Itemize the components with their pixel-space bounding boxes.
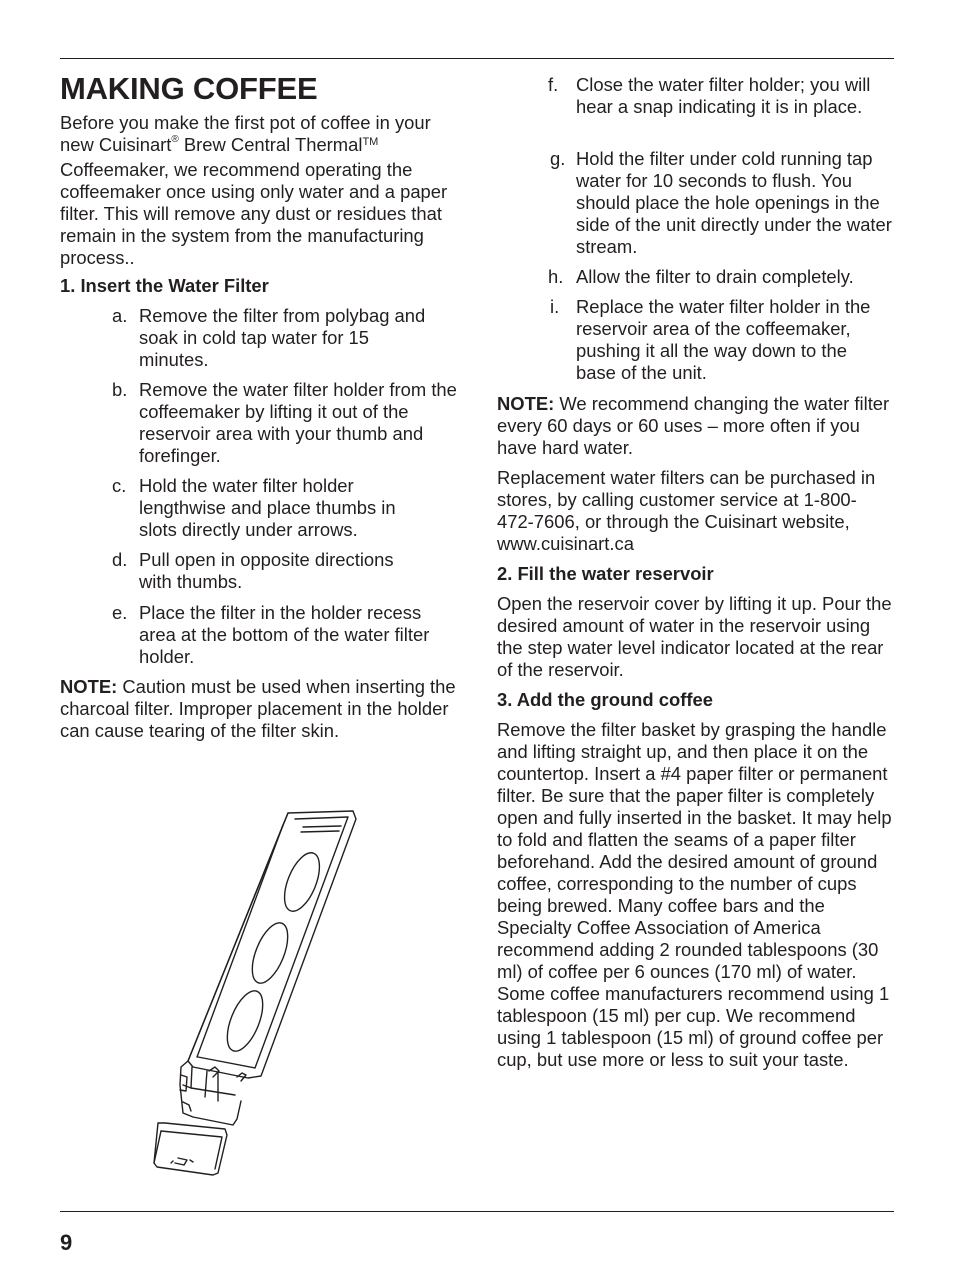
step-label: i.: [550, 296, 560, 317]
note-filter-change: [497, 393, 897, 459]
step-label: c.: [112, 475, 127, 496]
trademark-mark: TM: [362, 136, 379, 148]
step-text: Remove the filter from polybag and soak in cold tap water for 15 minutes.: [139, 305, 426, 370]
note-label: NOTE:: [60, 676, 118, 697]
step-label: h.: [548, 266, 564, 287]
step-a: [112, 305, 457, 371]
section2-paragraph: Open the reservoir cover by lifting it up. Pour the desired amount of water in the reservoir using the step water level indicator located at the rear of the reservoir.: [497, 593, 892, 680]
water-filter-holder-illustration: [145, 805, 370, 1180]
step-label: d.: [112, 549, 128, 570]
step-f: [548, 74, 898, 118]
registered-mark: ®: [171, 133, 179, 145]
step-label: g.: [550, 148, 566, 169]
page-number: 9: [60, 1230, 73, 1255]
step-text: Remove the water filter holder from the coffeemaker by lifting it out of the reservoir area with your thumb and forefinger.: [139, 379, 457, 466]
intro-text-1: Before you make the first pot of coffee in your new Cuisinart: [60, 112, 431, 155]
note-caution: [60, 676, 460, 742]
note-label: NOTE:: [497, 393, 555, 414]
section3-heading: 3. Add the ground coffee: [497, 689, 713, 710]
section2-heading: 2. Fill the water reservoir: [497, 563, 714, 584]
step-c: [112, 475, 457, 541]
note-text: Caution must be used when inserting the charcoal filter. Improper placement in the holder can cause tearing of the filter skin.: [60, 676, 456, 741]
intro-text-2: Brew Central Thermal: [178, 134, 363, 155]
section1-heading: 1. Insert the Water Filter: [60, 275, 269, 296]
step-d: [112, 549, 457, 593]
step-i: [550, 296, 900, 384]
step-label: a.: [112, 305, 128, 326]
top-rule: [60, 58, 894, 59]
bottom-rule: [60, 1211, 894, 1212]
section3-paragraph: Remove the filter basket by grasping the handle and lifting straight up, and then place it on the countertop. Insert a #4 paper filter or permanent filter. Be sure that the paper filter is completely open and fully inserted in the basket. It may help to fold and flatten the seams of a paper filter beforehand. Add the desired amount of ground coffee, corresponding to the number of cups being brewed. Many coffee bars and the Specialty Coffee Association of America recommend adding 2 rounded tablespoons (30 ml) of coffee per 6 ounces (170 ml) of water. Some coffee manufacturers recommend using 1 tablespoon (15 ml) per cup. We recommend using 1 tablespoon (15 ml) of ground coffee per cup, but use more or less to suit your taste.: [497, 719, 892, 1070]
step-label: e.: [112, 602, 128, 623]
step-h: [548, 266, 898, 288]
step-label: b.: [112, 379, 128, 400]
intro-paragraph: [60, 112, 455, 269]
note-text: We recommend changing the water filter every 60 days or 60 uses – more often if you have hard water.: [497, 393, 890, 458]
replacement-filters-paragraph: Replacement water filters can be purchased in stores, by calling customer service at 1-800-472-7606, or through the Cuisinart website, www.cuisinart.ca: [497, 467, 876, 554]
step-text: Pull open in opposite directions with thumbs.: [139, 549, 394, 592]
step-g: [550, 148, 900, 258]
step-text: Close the water filter holder; you will hear a snap indicating it is in place.: [576, 74, 871, 117]
step-e: [112, 602, 460, 668]
intro-text-3: Coffeemaker, we recommend operating the coffeemaker once using only water and a paper filter. This will remove any dust or residues that remain in the system from the manufacturing process..: [60, 159, 448, 268]
step-text: Hold the filter under cold running tap water for 10 seconds to flush. You should place the hole openings in the side of the unit directly under the water stream.: [576, 148, 892, 257]
step-b: [112, 379, 457, 467]
step-text: Replace the water filter holder in the reservoir area of the coffeemaker, pushing it all the way down to the base of the unit.: [576, 296, 871, 383]
page-title: MAKING COFFEE: [60, 71, 318, 106]
step-text: Allow the filter to drain completely.: [576, 266, 854, 287]
step-label: f.: [548, 74, 559, 95]
step-text: Place the filter in the holder recess area at the bottom of the water filter holder.: [139, 602, 430, 667]
step-text: Hold the water filter holder lengthwise and place thumbs in slots directly under arrows.: [139, 475, 396, 540]
